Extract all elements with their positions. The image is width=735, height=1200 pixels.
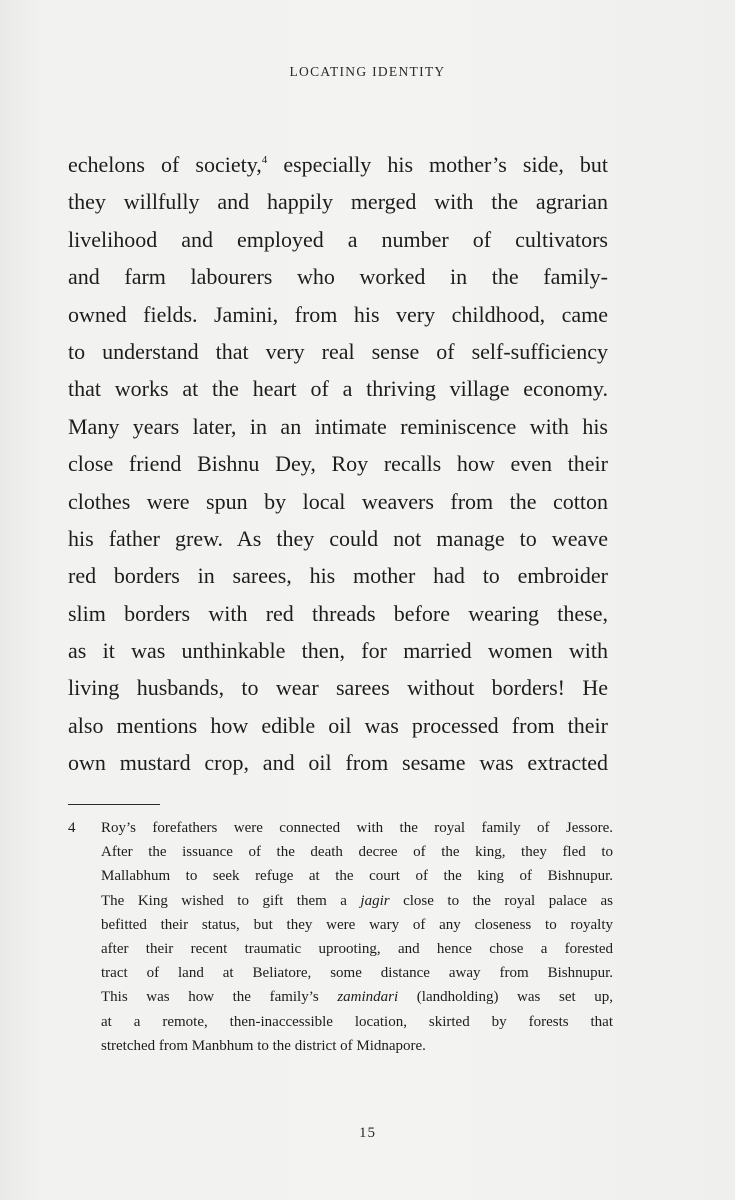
body-line: clothes were spun by local weavers from the cotton	[68, 488, 608, 514]
body-line: living husbands, to wear sarees without borders! He	[68, 675, 608, 701]
body-line: they willfully and happily merged with the agrarian	[68, 189, 608, 215]
footnote-line: tract of land at Beliatore, some distance away from Bishnupur.	[101, 965, 613, 982]
footnote-line: Mallabhum to seek refuge at the court of the king of Bishnupur.	[101, 868, 613, 885]
page-number: 15	[359, 1125, 376, 1141]
italic-zamindari: zamindari	[337, 989, 399, 1006]
body-line-1	[68, 146, 608, 183]
body-text	[68, 146, 608, 782]
body-line: owned fields. Jamini, from his very childhood, came	[68, 301, 608, 327]
footnote-line: at a remote, then-inaccessible location, skirted by forests that	[101, 1013, 613, 1030]
body-line: Many years later, in an intimate reminiscence with his	[68, 413, 608, 439]
footnote-line: after their recent traumatic uprooting, and hence chose a forested	[101, 940, 613, 957]
footnote-line: After the issuance of the death decree of the king, they fled to	[101, 844, 613, 861]
footnote-line-4-end: close to the royal palace as	[389, 892, 613, 909]
footnote-number: 4	[68, 820, 76, 836]
body-line-1-end: especially his mother’s side, but	[267, 152, 608, 177]
body-line: red borders in sarees, his mother had to embroider	[68, 563, 608, 589]
footnote-line-4-start: The King wished to gift them a	[101, 892, 361, 909]
body-line: that works at the heart of a thriving village economy.	[68, 376, 608, 402]
body-line: also mentions how edible oil was processed from their	[68, 712, 608, 738]
footnote-line: stretched from Manbhum to the district of Midnapore.	[101, 1037, 426, 1054]
footnote-line: Roy’s forefathers were connected with the royal family of Jessore.	[101, 820, 613, 836]
body-line-1-start: echelons of society,	[68, 152, 262, 177]
footnote-line	[101, 985, 613, 1009]
footnote-line: befitted their status, but they were wary of any closeness to royalty	[101, 916, 613, 933]
italic-jagir: jagir	[360, 892, 390, 909]
body-line: livelihood and employed a number of cultivators	[68, 226, 608, 252]
footnote-line-8-end: (landholding) was set up,	[398, 989, 613, 1006]
body-line: his father grew. As they could not manage to weave	[68, 525, 608, 551]
footnote-line-8-start: This was how the family’s	[101, 989, 338, 1006]
footnote-rule	[68, 804, 160, 805]
running-head: LOCATING IDENTITY	[289, 64, 446, 79]
body-line: close friend Bishnu Dey, Roy recalls how even their	[68, 451, 608, 477]
body-line: and farm labourers who worked in the family-	[68, 264, 608, 290]
footnote-line	[101, 889, 613, 913]
body-line: slim borders with red threads before wearing these,	[68, 600, 608, 626]
footnote-text	[101, 816, 613, 1058]
body-line: to understand that very real sense of self-sufficiency	[68, 338, 608, 364]
footnote-reference[interactable]: 4	[261, 154, 268, 166]
body-line: as it was unthinkable then, for married women with	[68, 638, 608, 664]
body-line: own mustard crop, and oil from sesame was extracted	[68, 750, 608, 776]
